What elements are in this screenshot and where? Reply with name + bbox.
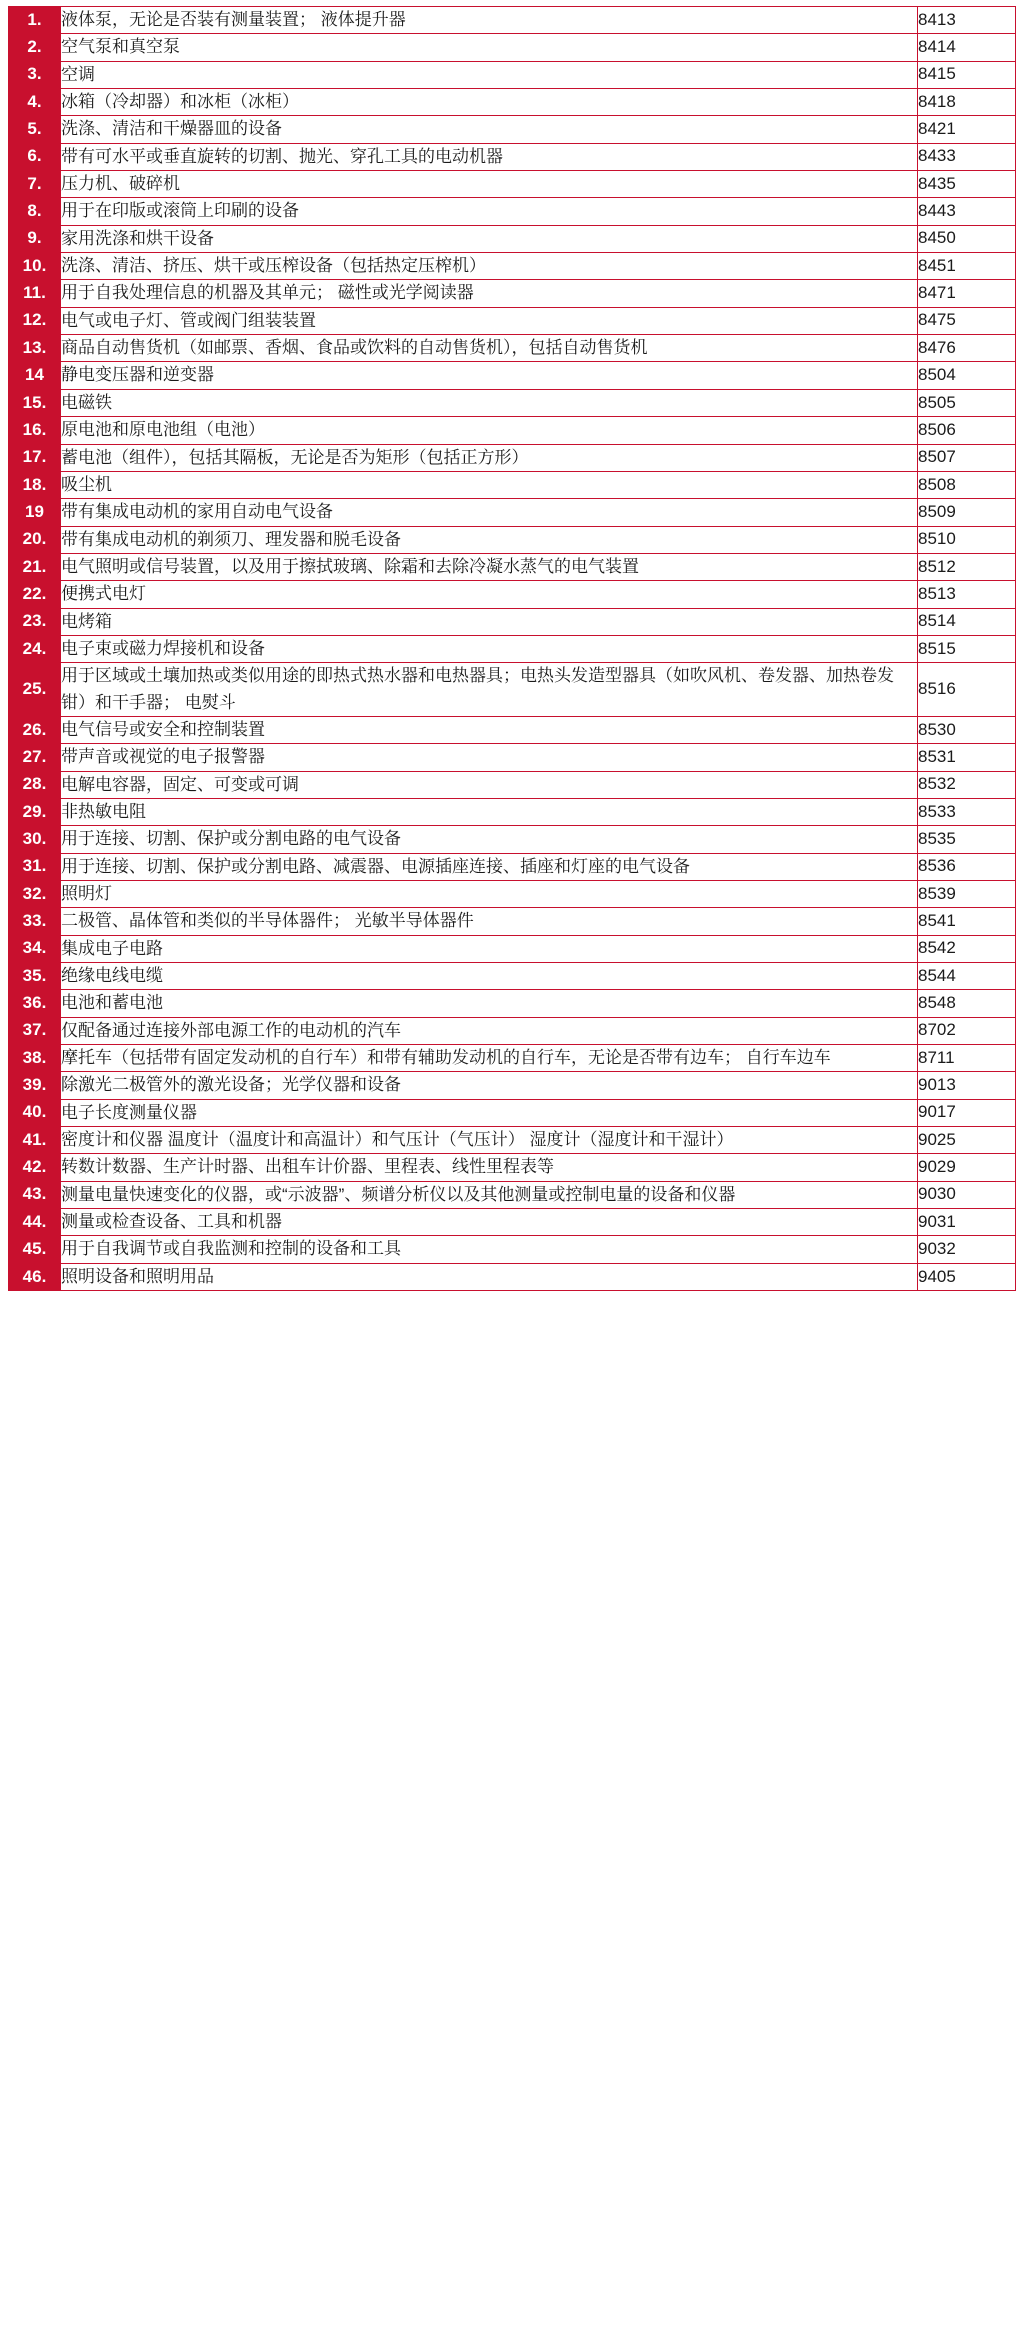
row-hs-code: 8512 bbox=[918, 553, 1016, 580]
row-number: 27. bbox=[9, 744, 61, 771]
table-row bbox=[9, 853, 1016, 880]
row-description: 电烤箱 bbox=[61, 608, 918, 635]
row-hs-code: 8535 bbox=[918, 826, 1016, 853]
table-row bbox=[9, 908, 1016, 935]
row-description: 集成电子电路 bbox=[61, 935, 918, 962]
row-hs-code: 9017 bbox=[918, 1099, 1016, 1126]
row-description: 摩托车（包括带有固定发动机的自行车）和带有辅助发动机的自行车，无论是否带有边车； 自行车边车 bbox=[61, 1045, 918, 1072]
row-description: 家用洗涤和烘干设备 bbox=[61, 225, 918, 252]
row-number: 4. bbox=[9, 89, 61, 116]
row-number: 20. bbox=[9, 526, 61, 553]
row-number: 24. bbox=[9, 635, 61, 662]
row-description: 用于连接、切割、保护或分割电路、减震器、电源插座连接、插座和灯座的电气设备 bbox=[61, 853, 918, 880]
row-description: 电气或电子灯、管或阀门组装装置 bbox=[61, 307, 918, 334]
table-row bbox=[9, 1181, 1016, 1208]
row-number: 33. bbox=[9, 908, 61, 935]
row-number: 15. bbox=[9, 389, 61, 416]
row-number: 1. bbox=[9, 7, 61, 34]
table-row bbox=[9, 280, 1016, 307]
table-row bbox=[9, 389, 1016, 416]
row-description: 测量或检查设备、工具和机器 bbox=[61, 1209, 918, 1236]
row-description: 液体泵，无论是否装有测量装置； 液体提升器 bbox=[61, 7, 918, 34]
row-hs-code: 8471 bbox=[918, 280, 1016, 307]
table-body bbox=[9, 7, 1016, 1291]
row-hs-code: 8450 bbox=[918, 225, 1016, 252]
row-description: 电子束或磁力焊接机和设备 bbox=[61, 635, 918, 662]
row-description: 二极管、晶体管和类似的半导体器件； 光敏半导体器件 bbox=[61, 908, 918, 935]
row-hs-code: 8443 bbox=[918, 198, 1016, 225]
row-description: 用于区域或土壤加热或类似用途的即热式热水器和电热器具；电热头发造型器具（如吹风机、卷发器、加热卷发钳）和干手器； 电熨斗 bbox=[61, 663, 918, 717]
row-hs-code: 8415 bbox=[918, 61, 1016, 88]
row-description: 带有可水平或垂直旋转的切割、抛光、穿孔工具的电动机器 bbox=[61, 143, 918, 170]
table-row bbox=[9, 1263, 1016, 1290]
row-number: 23. bbox=[9, 608, 61, 635]
row-hs-code: 8702 bbox=[918, 1017, 1016, 1044]
table-row bbox=[9, 61, 1016, 88]
row-hs-code: 8711 bbox=[918, 1045, 1016, 1072]
row-description: 带有集成电动机的剃须刀、理发器和脱毛设备 bbox=[61, 526, 918, 553]
table-row bbox=[9, 471, 1016, 498]
row-hs-code: 8513 bbox=[918, 581, 1016, 608]
row-description: 用于连接、切割、保护或分割电路的电气设备 bbox=[61, 826, 918, 853]
row-number: 39. bbox=[9, 1072, 61, 1099]
row-number: 36. bbox=[9, 990, 61, 1017]
row-hs-code: 8413 bbox=[918, 7, 1016, 34]
table-row bbox=[9, 1154, 1016, 1181]
table-row bbox=[9, 963, 1016, 990]
row-description: 便携式电灯 bbox=[61, 581, 918, 608]
row-number: 3. bbox=[9, 61, 61, 88]
row-hs-code: 8530 bbox=[918, 716, 1016, 743]
table-row bbox=[9, 171, 1016, 198]
row-number: 35. bbox=[9, 963, 61, 990]
table-row bbox=[9, 417, 1016, 444]
row-description: 电解电容器，固定、可变或可调 bbox=[61, 771, 918, 798]
row-description: 电气信号或安全和控制装置 bbox=[61, 716, 918, 743]
row-description: 密度计和仪器 温度计（温度计和高温计）和气压计（气压计） 湿度计（湿度计和干湿计） bbox=[61, 1127, 918, 1154]
row-hs-code: 9013 bbox=[918, 1072, 1016, 1099]
row-number: 29. bbox=[9, 798, 61, 825]
row-hs-code: 8506 bbox=[918, 417, 1016, 444]
row-hs-code: 8504 bbox=[918, 362, 1016, 389]
table-row bbox=[9, 34, 1016, 61]
row-description: 用于自我调节或自我监测和控制的设备和工具 bbox=[61, 1236, 918, 1263]
table-row bbox=[9, 663, 1016, 717]
table-row bbox=[9, 1127, 1016, 1154]
row-hs-code: 8509 bbox=[918, 499, 1016, 526]
row-hs-code: 9031 bbox=[918, 1209, 1016, 1236]
row-hs-code: 8475 bbox=[918, 307, 1016, 334]
row-number: 10. bbox=[9, 253, 61, 280]
row-description: 除激光二极管外的激光设备；光学仪器和设备 bbox=[61, 1072, 918, 1099]
row-number: 19 bbox=[9, 499, 61, 526]
row-number: 34. bbox=[9, 935, 61, 962]
row-description: 照明设备和照明用品 bbox=[61, 1263, 918, 1290]
row-description: 非热敏电阻 bbox=[61, 798, 918, 825]
row-hs-code: 8505 bbox=[918, 389, 1016, 416]
row-hs-code: 9030 bbox=[918, 1181, 1016, 1208]
row-number: 9. bbox=[9, 225, 61, 252]
row-hs-code: 8532 bbox=[918, 771, 1016, 798]
row-description: 电池和蓄电池 bbox=[61, 990, 918, 1017]
row-hs-code: 8421 bbox=[918, 116, 1016, 143]
row-number: 11. bbox=[9, 280, 61, 307]
row-number: 45. bbox=[9, 1236, 61, 1263]
row-hs-code: 8516 bbox=[918, 663, 1016, 717]
row-hs-code: 8451 bbox=[918, 253, 1016, 280]
table-row bbox=[9, 362, 1016, 389]
row-hs-code: 8514 bbox=[918, 608, 1016, 635]
row-hs-code: 8536 bbox=[918, 853, 1016, 880]
table-row bbox=[9, 608, 1016, 635]
row-description: 静电变压器和逆变器 bbox=[61, 362, 918, 389]
row-hs-code: 8544 bbox=[918, 963, 1016, 990]
row-number: 13. bbox=[9, 335, 61, 362]
table-row bbox=[9, 526, 1016, 553]
row-number: 22. bbox=[9, 581, 61, 608]
table-row bbox=[9, 116, 1016, 143]
row-number: 31. bbox=[9, 853, 61, 880]
table-row bbox=[9, 1045, 1016, 1072]
row-hs-code: 8435 bbox=[918, 171, 1016, 198]
row-number: 32. bbox=[9, 881, 61, 908]
row-number: 41. bbox=[9, 1127, 61, 1154]
row-description: 照明灯 bbox=[61, 881, 918, 908]
table-row bbox=[9, 143, 1016, 170]
table-row bbox=[9, 1099, 1016, 1126]
row-description: 仅配备通过连接外部电源工作的电动机的汽车 bbox=[61, 1017, 918, 1044]
row-number: 28. bbox=[9, 771, 61, 798]
row-description: 带声音或视觉的电子报警器 bbox=[61, 744, 918, 771]
row-hs-code: 8531 bbox=[918, 744, 1016, 771]
row-description: 用于在印版或滚筒上印刷的设备 bbox=[61, 198, 918, 225]
row-number: 25. bbox=[9, 663, 61, 717]
table-row bbox=[9, 1072, 1016, 1099]
row-description: 蓄电池（组件），包括其隔板，无论是否为矩形（包括正方形） bbox=[61, 444, 918, 471]
row-hs-code: 9025 bbox=[918, 1127, 1016, 1154]
row-hs-code: 8515 bbox=[918, 635, 1016, 662]
table-row bbox=[9, 798, 1016, 825]
table-row bbox=[9, 89, 1016, 116]
row-description: 用于自我处理信息的机器及其单元； 磁性或光学阅读器 bbox=[61, 280, 918, 307]
table-row bbox=[9, 935, 1016, 962]
row-hs-code: 8418 bbox=[918, 89, 1016, 116]
row-number: 30. bbox=[9, 826, 61, 853]
row-hs-code: 8476 bbox=[918, 335, 1016, 362]
table-row bbox=[9, 335, 1016, 362]
row-description: 转数计数器、生产计时器、出租车计价器、里程表、线性里程表等 bbox=[61, 1154, 918, 1181]
table-row bbox=[9, 744, 1016, 771]
row-description: 电磁铁 bbox=[61, 389, 918, 416]
table-row bbox=[9, 826, 1016, 853]
row-number: 40. bbox=[9, 1099, 61, 1126]
row-description: 洗涤、清洁和干燥器皿的设备 bbox=[61, 116, 918, 143]
row-description: 测量电量快速变化的仪器，或“示波器”、频谱分析仪以及其他测量或控制电量的设备和仪器 bbox=[61, 1181, 918, 1208]
table-row bbox=[9, 1209, 1016, 1236]
table-row bbox=[9, 225, 1016, 252]
row-number: 38. bbox=[9, 1045, 61, 1072]
table-row bbox=[9, 499, 1016, 526]
row-description: 电气照明或信号装置，以及用于擦拭玻璃、除霜和去除冷凝水蒸气的电气装置 bbox=[61, 553, 918, 580]
row-description: 空调 bbox=[61, 61, 918, 88]
row-hs-code: 8533 bbox=[918, 798, 1016, 825]
row-hs-code: 8507 bbox=[918, 444, 1016, 471]
table-row bbox=[9, 307, 1016, 334]
row-description: 洗涤、清洁、挤压、烘干或压榨设备（包括热定压榨机） bbox=[61, 253, 918, 280]
table-row bbox=[9, 1017, 1016, 1044]
row-number: 5. bbox=[9, 116, 61, 143]
table-row bbox=[9, 553, 1016, 580]
row-hs-code: 8539 bbox=[918, 881, 1016, 908]
row-number: 18. bbox=[9, 471, 61, 498]
row-description: 压力机、破碎机 bbox=[61, 171, 918, 198]
row-description: 带有集成电动机的家用自动电气设备 bbox=[61, 499, 918, 526]
row-hs-code: 8433 bbox=[918, 143, 1016, 170]
row-description: 电子长度测量仪器 bbox=[61, 1099, 918, 1126]
row-description: 原电池和原电池组（电池） bbox=[61, 417, 918, 444]
row-number: 2. bbox=[9, 34, 61, 61]
row-description: 绝缘电线电缆 bbox=[61, 963, 918, 990]
row-number: 17. bbox=[9, 444, 61, 471]
row-hs-code: 8548 bbox=[918, 990, 1016, 1017]
table-row bbox=[9, 716, 1016, 743]
row-hs-code: 9032 bbox=[918, 1236, 1016, 1263]
row-number: 43. bbox=[9, 1181, 61, 1208]
row-hs-code: 9029 bbox=[918, 1154, 1016, 1181]
table-row bbox=[9, 198, 1016, 225]
row-number: 44. bbox=[9, 1209, 61, 1236]
row-number: 26. bbox=[9, 716, 61, 743]
row-hs-code: 8414 bbox=[918, 34, 1016, 61]
row-description: 商品自动售货机（如邮票、香烟、食品或饮料的自动售货机），包括自动售货机 bbox=[61, 335, 918, 362]
row-number: 46. bbox=[9, 1263, 61, 1290]
table-row bbox=[9, 7, 1016, 34]
row-number: 6. bbox=[9, 143, 61, 170]
row-number: 37. bbox=[9, 1017, 61, 1044]
row-description: 冰箱（冷却器）和冰柜（冰柜） bbox=[61, 89, 918, 116]
row-hs-code: 8508 bbox=[918, 471, 1016, 498]
row-hs-code: 9405 bbox=[918, 1263, 1016, 1290]
row-number: 7. bbox=[9, 171, 61, 198]
row-description: 空气泵和真空泵 bbox=[61, 34, 918, 61]
table-row bbox=[9, 444, 1016, 471]
row-number: 16. bbox=[9, 417, 61, 444]
table-row bbox=[9, 881, 1016, 908]
table-row bbox=[9, 253, 1016, 280]
hs-code-table bbox=[8, 6, 1016, 1291]
table-row bbox=[9, 771, 1016, 798]
table-row bbox=[9, 1236, 1016, 1263]
row-hs-code: 8542 bbox=[918, 935, 1016, 962]
table-row bbox=[9, 635, 1016, 662]
table-row bbox=[9, 581, 1016, 608]
row-number: 8. bbox=[9, 198, 61, 225]
row-number: 14 bbox=[9, 362, 61, 389]
row-number: 21. bbox=[9, 553, 61, 580]
row-hs-code: 8541 bbox=[918, 908, 1016, 935]
row-hs-code: 8510 bbox=[918, 526, 1016, 553]
row-description: 吸尘机 bbox=[61, 471, 918, 498]
row-number: 42. bbox=[9, 1154, 61, 1181]
row-number: 12. bbox=[9, 307, 61, 334]
table-row bbox=[9, 990, 1016, 1017]
